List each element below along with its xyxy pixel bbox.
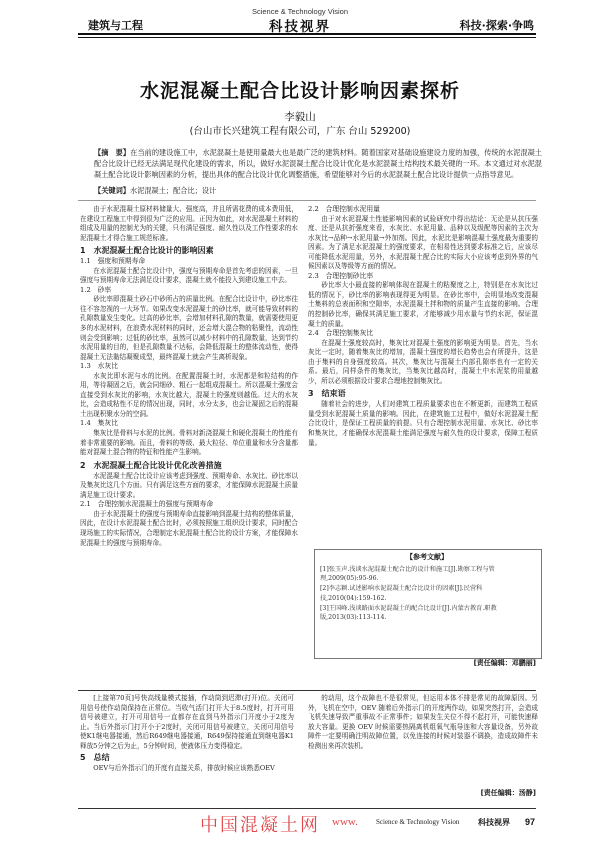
- section-heading: 2 水泥混凝土配合比设计优化改善措施: [80, 460, 222, 470]
- keywords-text: 水泥混凝土；配合比；设计: [129, 186, 217, 195]
- subsection-heading: 1.4 集灰比: [80, 419, 118, 428]
- abstract-separator: [78, 200, 536, 201]
- article-author: 李毅山: [284, 111, 316, 123]
- body-left-column: [80, 205, 298, 645]
- body-paragraph: 砂比率大小最直接的影响体现在混凝土的粘聚度之上，特别是在水灰比过低的情况下，砂比率的影响表现得更为明显。在砂比率中，会明显地改变混凝土集料的总表面积和空隙率，水泥混凝土拌和物的质量产生直接的影响。合理的控制砂比率，确保其满足施工要求，才能够减少用水量与节约水泥，保证混凝土的质量。: [308, 281, 538, 328]
- body-paragraph: 水泥混凝土配合比设计应该考虑到强度、预期寿命、水灰比、砂比率以及集灰比这几个方面。只有满足这些方面的要求，才能保障水泥混凝土质量满足施工设计要求。: [80, 471, 298, 499]
- footer-journal-english: Science & Technology Vision: [376, 818, 460, 826]
- body-paragraph: 在混凝土强度较高时，集灰比对混凝土强度的影响更为明显。首先，当水灰比一定时，随着集灰比的增加，混凝土强度的增长趋势也会有所提升，这是由于集料的自身强度较高。其次，集灰比与混凝土内部孔隙率也有一定的关系。最后，同样条件的集灰比，当集灰比越高时，混凝土中水泥浆的用量越少，所以必须根据设计要求合理地控制集灰比。: [308, 338, 538, 385]
- body-paragraph: 由于水泥混凝土的强度与预期寿命直接影响到混凝土结构的整体质量，因此，在设计水泥混凝土配合比时，必须按照施工组织设计要求，同时配合现场施工的实际情况，合理制定水泥混凝土配合比的设计方案，才能保障水泥混凝土的强度与预期寿命。: [80, 509, 298, 547]
- section-heading: 3 结束语: [308, 389, 346, 399]
- continued-article-right: [308, 694, 538, 770]
- intro-paragraph: 由于水泥混凝土原材料储量大、强度高，并且所需花费的成本费用低，在建设工程施工中得到很为广泛的应用。正因为如此，对水泥混凝土材料的组成及用量的控制尤为的关键，只有满足强度、耐久性以及工作性要求的水泥混凝土才得合施工规范标准。: [80, 205, 298, 242]
- reference-item: [1]张玉声.浅谈水泥混凝土配合比的设计和施工[J].勘察工程与管理,2009(05):95-96.: [320, 566, 495, 583]
- editor-credit: [责任编辑：邓鹏丽]: [473, 659, 536, 667]
- subsection-heading: 2.1 合理控制水泥混凝土的强度与预期寿命: [80, 500, 214, 509]
- reference-item: [2]李志颖.试述影响水泥混凝土配合比设计的因素[J].民营科技,2010(04):159-162.: [320, 585, 483, 602]
- footer-rule: [78, 808, 536, 809]
- abstract-label: 【摘 要】: [94, 148, 131, 157]
- references-list: [320, 565, 534, 623]
- section-heading: 5 总结: [80, 753, 110, 762]
- section-heading: 1 水泥混凝土配合比设计的影响因素: [80, 246, 214, 256]
- subsection-heading: 1.3 水灰比: [80, 362, 118, 371]
- page-number: 97: [525, 817, 536, 827]
- subsection-heading: 1.1 强度和预期寿命: [80, 257, 146, 266]
- conclusion-paragraph: 随着社会的进步，人们对建筑工程质量要求也在不断更新，而建筑工程质量受到水泥混凝土质量的影响。因此，在建筑施工过程中，做好水泥混凝土配合比设计，是保证工程质量的前提。只有合理控制水泥用量、水灰比、砂比率和集灰比，才能确保水泥混凝土能满足强度与耐久性的设计要求，保障工程质量。: [308, 400, 538, 447]
- editor-credit: [责任编辑：汤静]: [480, 789, 536, 797]
- keywords: [94, 186, 542, 196]
- body-right-column: [308, 205, 538, 535]
- footer-journal-title: 科技视界: [478, 818, 510, 827]
- continued-article-left: [80, 694, 294, 810]
- journal-title: 科技视界: [269, 19, 331, 35]
- body-paragraph: 砂比率即混凝土砂石中砂所占的质量比例。在配合比设计中，砂比率往往不容忽视的一大环节。如果改变水泥混凝土的砂比率，就可能导致材料的孔隙数量发生变化。过高的砂比率，会增加材料孔隙的数量，就需要使用更多的水泥材料，在浪费水泥材料的同时，还会增大混合物的粘聚性，流动性则会受到影响；过低的砂比率，虽然可以减少材料中的孔隙数量，达到节约水泥用量的目的，但是孔隙数量不达标，会降低混凝土的整体流动性，使得混凝土无法黏结凝聚成型，最终混凝土就会产生离析现象。: [80, 295, 298, 361]
- continued-paragraph: [上接第70页]号快高线量模式接插，作动筒到迟滞(打开)位。关闭可用信号使作动筒保持在正常位。当收气活门打开大于8.5度时，打开可用信号被建立，打开可用信号一直都存在直到马外指示门开度小于2度为止。当后外指示门打开小于2度时，关闭可用信号被建立，关闭可用信号使K1继电器接通，然后R649继电器接通，R649保持接通直到继电器K1释放5分钟之后为止，5分钟时间，使液体压力变得稳定。: [80, 694, 294, 750]
- section-left-label: 建筑与工程: [88, 19, 143, 32]
- continued-paragraph: OEV与后外指示门的开度有直接关系，排放时候应该熟悉OEV: [93, 764, 275, 772]
- references-heading: 【参考文献】: [406, 553, 448, 561]
- section-right-label: 科技·探索·争鸣: [459, 19, 534, 32]
- watermark-url: www.: [332, 816, 358, 828]
- watermark-text: 中国混凝土网: [200, 815, 320, 836]
- article-title: 水泥混凝土配合比设计影响因素探析: [139, 80, 460, 102]
- body-paragraph: 在水泥混凝土配合比设计中，强度与预期寿命是首先考虑的因素，一旦强度与预期寿命无法满足设计要求，混凝土就不能投入到建设施工中去。: [80, 266, 298, 285]
- abstract: [94, 148, 542, 191]
- header-rule-thin: [78, 37, 536, 38]
- header-rule-thick: [78, 33, 536, 35]
- subsection-heading: 2.4 合理控制集灰比: [308, 329, 374, 338]
- continued-paragraph: 的动用，这个故障也不是很常见，但运用本体不排是常见的故障原因。另外，飞机在空中，OEV 随着后外指示门的开度两作动，如果突然打开，会造成飞机失速导致严重事故不正常事件；如果发生关位不得不起打开，可能快速释放大容量。更换 OEV 时候需要热隔离机组氧气瓶导连和大容量设备，另外故障件一定要明确注明故障位置，以免连接的时候对装器不调换，造成故障件未检测出来再次装机。: [308, 694, 538, 750]
- abstract-text: 在当前的建设施工中，水泥混凝土是使用量最大也是最广泛的建筑材料。随着国家对基础设施建设力度的加强，传统的水泥混凝土配合比设计已经无法满足现代化建设的需求，所以，做好水泥混凝土配合比设计优化是水泥混凝土结构技术最关键的一环。本文通过对水泥混凝土配合比设计影响因素的分析，提出具体的配合比设计优化调整措施，希望能够对今后的水泥混凝土配合比设计提供一点指导意见。: [94, 148, 542, 179]
- body-paragraph: 由于对水泥混凝土性能影响因素的试验研究中得出结论：无论是从抗压强度、还是从抗折强度来看，水灰比、水泥用量、品种以及级配等因素的主次为水灰比→品种→水泥用量→外加剂。因此，水泥比是影响混凝土强度最为重要的因素。为了满足水泥混凝土的强度要求，在相易性达到要求标准之后，应该尽可能降低水泥用量，另外，水泥混凝土配合比的实际大小应该考虑到外界的气候因素以及等级等方面的情况。: [308, 214, 538, 271]
- reference-item: [3]王国峰.浅谈路面水泥混凝土的配合比设计[J].内蒙古教育.职教版,2013(03):113-114.: [320, 604, 497, 622]
- body-paragraph: 集灰比是骨料与水泥的比例。骨料对新浇混凝土和硬化混凝土的性能有着非常重要的影响。而且，骨料的等级、最大粒径、单位重量和水分含量都能对混凝土混合物的特征和性能产生影响。: [80, 429, 298, 457]
- subsection-heading: 1.2 砂率: [80, 285, 112, 294]
- author-affiliation: (台山市长兴建筑工程有限公司，广东 台山 529200): [189, 126, 411, 137]
- subsection-heading: 2.3 合理控制砂比率: [308, 271, 374, 280]
- keywords-label: 【关键词】: [94, 186, 130, 195]
- body-paragraph: 水灰比即水泥与水的比例。在配置混凝土时，水泥都是和粒结构的作用，等待凝固之后，就会同细砂、粗石一起组成混凝土。所以混凝土强度会直接受到水灰比的影响，水灰比越大，混凝土的强度则越低。过大的水灰比，会造成粘性不足的情况出现，同时，水分太多，也会让凝固之后的混凝土出现积聚水分的空洞。: [80, 371, 298, 418]
- journal-english-name: Science & Technology Vision: [251, 7, 349, 16]
- article-divider: [78, 690, 536, 691]
- subsection-heading: 2.2 合理控制水泥用量: [308, 205, 380, 213]
